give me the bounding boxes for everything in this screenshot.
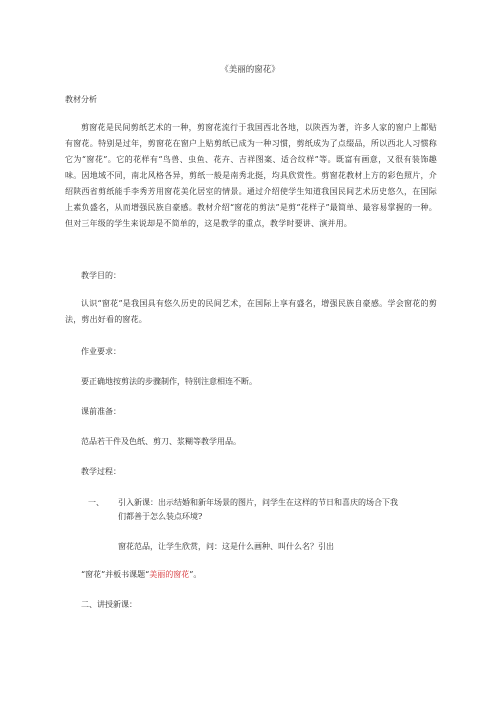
step-1-line-4 <box>81 569 201 581</box>
homework-paragraph: 要正确地按剪法的步骤制作，特别注意相连不断。 <box>81 377 257 386</box>
prep-paragraph: 范品若干件及色纸、剪刀、浆糊等教学用品。 <box>81 437 241 446</box>
section-heading-process: 教学过程： <box>81 467 121 476</box>
section-heading-prep: 课前准备： <box>81 407 121 416</box>
step-1-line-4-suffix: ”。 <box>189 570 202 579</box>
step-1-line-1: 引入新课：出示结婚和新年场景的图片，问学生在这样的节日和喜庆的场合下我 <box>118 498 398 507</box>
goals-paragraph: 认识“窗花”是我国具有悠久历史的民间艺术，在国际上享有盛名，增强民族自豪感。学会窗花的剪法，剪出好看的窗花。 <box>65 299 437 324</box>
lesson-title-highlight: 美丽的窗花 <box>149 570 190 579</box>
step-1-line-4-prefix: “窗花”并板书课题“ <box>81 570 150 579</box>
section-heading-homework: 作业要求： <box>81 347 121 356</box>
analysis-paragraph: 剪窗花是民间剪纸艺术的一种，剪窗花流行于我国西北各地，以陕西为著，许多人家的窗户上都贴有窗花。特别是过年，剪窗花在窗户上贴剪纸已成为一种习惯，剪纸成为了点缀品，所以西北人习惯称它为“窗花”。它的花样有“鸟兽、虫鱼、花卉、吉祥图案、适合纹样”等。既富有画意，又很有装饰趣味。因地域不同，南北风格各异，剪纸一般是南秀北挺，均具欣赏性。剪窗花教材上方的彩色照片，介绍陕西省剪纸能手李秀芳用窗花美化居室的情景。通过介绍使学生知道我国民间艺术历史悠久，在国际上素负盛名，从而增强民族自豪感。教材介绍“窗花的剪法”是剪“花样子”最简单、最容易掌握的一种。但对三年级的学生来说却是不简单的，这是教学的重点，教学时要讲、演并用。 <box>65 123 437 228</box>
step-1-number: 一、 <box>88 498 104 507</box>
step-1-line-2: 们都善于怎么装点环境? <box>118 512 203 521</box>
step-2-heading: 二、讲授新课： <box>81 600 137 609</box>
document-title: 《美丽的窗花》 <box>220 65 280 75</box>
section-heading-analysis: 教材分析 <box>65 95 97 104</box>
step-1-line-3: 窗花范品，让学生欣赏，问：这是什么画种、叫什么名？引出 <box>118 542 334 551</box>
section-heading-goals: 教学目的： <box>81 271 121 280</box>
